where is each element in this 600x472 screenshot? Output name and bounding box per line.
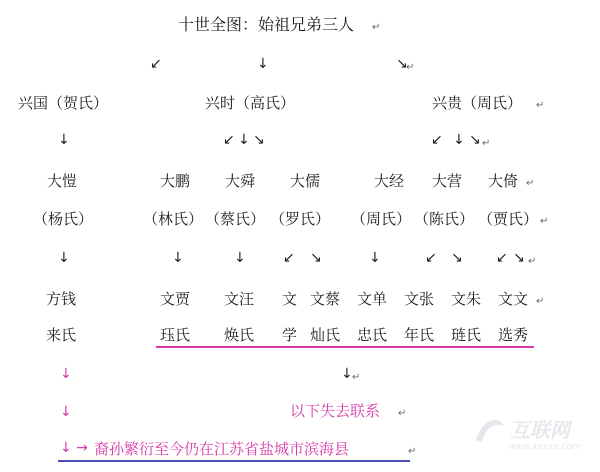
arrow-se: ↘	[310, 250, 322, 266]
page-title: 十世全图：始祖兄弟三人	[178, 15, 355, 34]
arrow-sw: ↙	[431, 132, 443, 148]
paragraph-mark: ↵	[408, 446, 417, 457]
paragraph-mark: ↵	[352, 372, 361, 383]
gen2-spouse: （贾氏）	[478, 210, 539, 228]
arrow-down: ↓	[60, 366, 72, 382]
gen2-name: 大愷	[47, 172, 78, 190]
paragraph-mark: ↵	[526, 178, 535, 189]
paragraph-mark: ↵	[482, 138, 491, 149]
gen2-name: 大儒	[290, 172, 321, 190]
arrow-se: ↘	[451, 250, 463, 266]
arrow-se: ↘	[469, 132, 481, 148]
gen3-spouse: 学	[282, 326, 298, 344]
paragraph-mark: ↵	[536, 296, 545, 307]
paragraph-mark: ↵	[536, 100, 545, 111]
gen2-name: 大舜	[225, 172, 256, 190]
arrow-sw: ↙	[150, 56, 162, 72]
gen3-name: 方钱	[46, 290, 77, 308]
gen2-name: 大倚	[488, 172, 519, 190]
descendants-text: 裔孙繁衍至今仍在江苏省盐城市滨海县	[94, 440, 350, 458]
lost-contact-text: 以下失去联系	[290, 402, 381, 420]
gen3-spouse: 珏氏	[160, 326, 191, 344]
paragraph-mark: ↵	[528, 256, 537, 267]
gen3-name: 文张	[404, 290, 435, 308]
arrow-se: ↘	[396, 56, 408, 72]
gen1-person: 兴时（高氏）	[205, 94, 296, 112]
arrow-se: ↘	[513, 250, 525, 266]
gen3-name: 文文	[498, 290, 529, 308]
paragraph-mark: ↵	[540, 216, 549, 227]
gen3-name: 文单	[357, 290, 388, 308]
descendants-arrows: ↓ →	[60, 440, 88, 456]
arrow-sw: ↙	[496, 250, 508, 266]
paragraph-mark: ↵	[406, 62, 415, 73]
gen3-name: 文朱	[451, 290, 482, 308]
arrow-down: ↓	[234, 250, 246, 266]
gen2-spouse: （蔡氏）	[205, 210, 266, 228]
gen2-spouse: （周氏）	[351, 210, 412, 228]
arrow-down: ↓	[238, 132, 250, 148]
arrow-down: ↓	[60, 404, 72, 420]
gen3-name: 文	[282, 290, 298, 308]
arrow-se: ↘	[253, 132, 265, 148]
gen2-spouse: （林氏）	[143, 210, 204, 228]
gen3-spouse: 来氏	[46, 326, 77, 344]
watermark-subtext: www.xxxxx.com	[508, 442, 582, 452]
arrow-down: ↓	[341, 366, 353, 382]
arrow-sw: ↙	[283, 250, 295, 266]
paragraph-mark: ↵	[398, 408, 407, 419]
gen2-name: 大营	[432, 172, 463, 190]
arrow-down: ↓	[369, 250, 381, 266]
gen2-name: 大鹏	[160, 172, 191, 190]
arrow-down: ↓	[58, 250, 70, 266]
watermark-logo	[470, 402, 592, 466]
gen3-name: 文汪	[224, 290, 255, 308]
gen3-spouse: 选秀	[498, 326, 529, 344]
gen3-spouse: 年氏	[404, 326, 435, 344]
gen3-spouse: 焕氏	[224, 326, 255, 344]
arrow-sw: ↙	[223, 132, 235, 148]
gen3-spouse: 琏氏	[451, 326, 482, 344]
watermark-text: 互联网	[510, 418, 570, 442]
arrow-sw: ↙	[425, 250, 437, 266]
gen1-person: 兴国（贺氏）	[18, 94, 109, 112]
arrow-down: ↓	[257, 56, 269, 72]
paragraph-mark: ↵	[372, 22, 381, 33]
pink-underline	[156, 346, 534, 348]
arrow-down: ↓	[453, 132, 465, 148]
gen2-spouse: （杨氏）	[33, 210, 94, 228]
gen3-name: 文贾	[160, 290, 191, 308]
gen2-spouse: （陈氏）	[414, 210, 475, 228]
arrow-down: ↓	[172, 250, 184, 266]
watermark-swirl-icon	[470, 410, 510, 450]
gen2-spouse: （罗氏）	[270, 210, 331, 228]
gen3-name: 文蔡	[310, 290, 341, 308]
gen2-name: 大经	[374, 172, 405, 190]
gen3-spouse: 灿氏	[310, 326, 341, 344]
arrow-down: ↓	[58, 132, 70, 148]
blue-underline	[58, 460, 410, 462]
gen1-person: 兴贵（周氏）	[432, 94, 523, 112]
gen3-spouse: 忠氏	[357, 326, 388, 344]
